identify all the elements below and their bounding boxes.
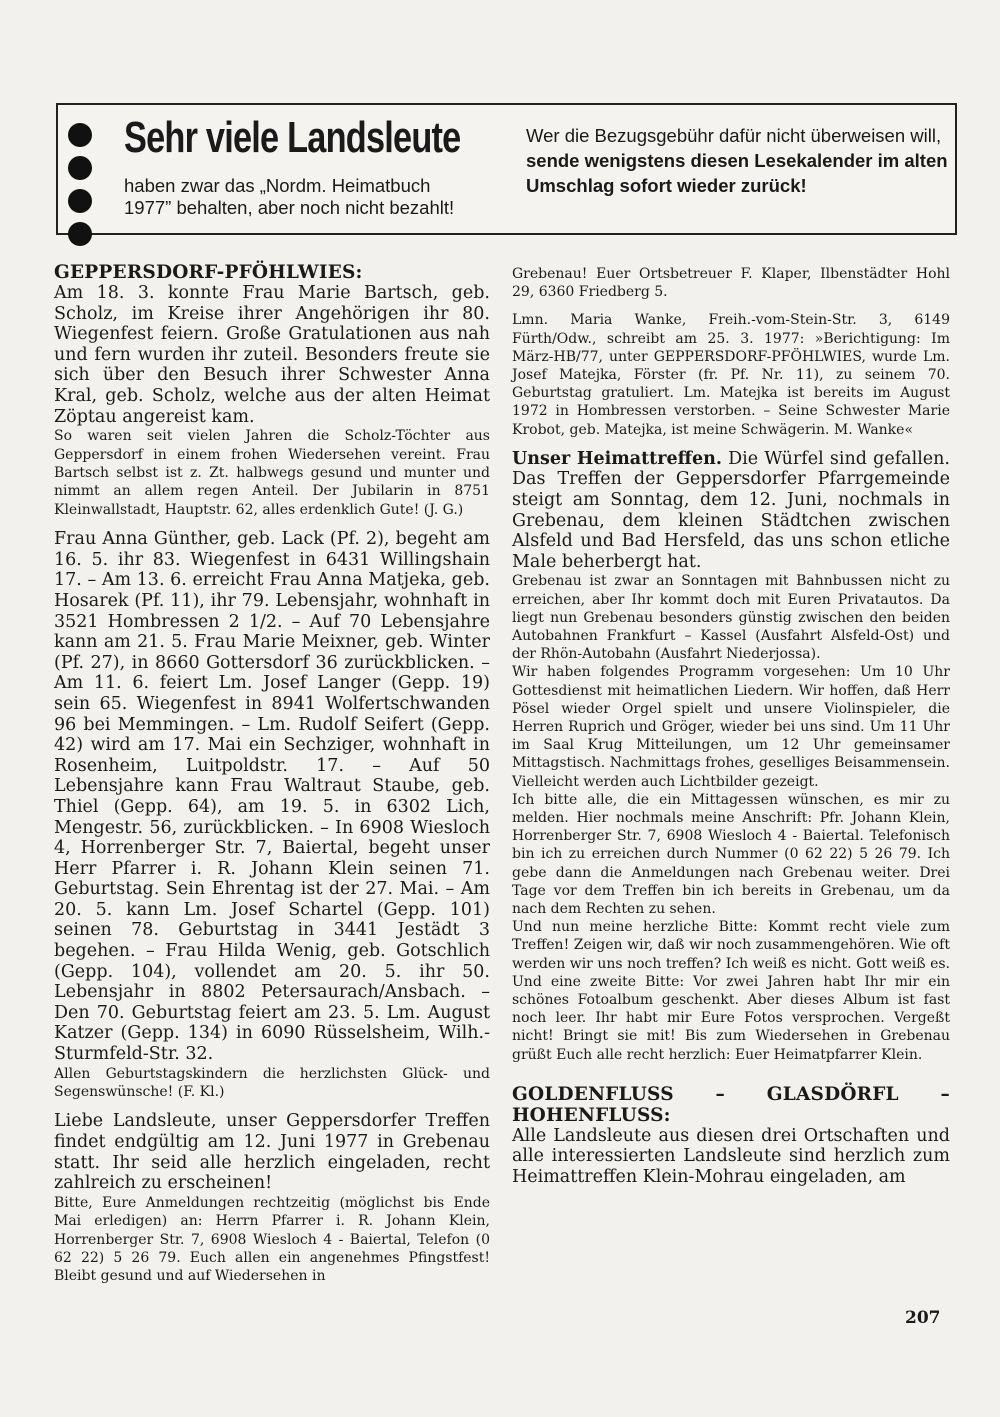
article-small-paragraph: Bitte, Eure Anmeldungen rechtzeitig (möglichst bis Ende Mai erledigen) an: Herrn Pfarrer i. R. Johann Klein, Horrenberger Str. 7, 6908 Wiesloch 4 - Baiertal, Telefon (0 62 22) 5 26 79. Euch allen ein angenehmes Pfingstfest! Bleibt gesund und auf Wiedersehen in <box>54 1194 490 1285</box>
article-small-paragraph: So waren seit vielen Jahren die Scholz-Töchter aus Geppersdorf in einem frohen Wiedersehen vereint. Frau Bartsch selbst ist z. Zt. halbwegs gesund und munter und nimmt an allem regen Anteil. Der Jubilarin in 8751 Kleinwallstadt, Hauptstr. 62, alles erdenklich Gute! (J. G.) <box>54 428 490 518</box>
notice-instruction <box>526 123 951 198</box>
left-column <box>54 262 490 1286</box>
article-small-paragraph: Grebenau ist zwar an Sonntagen mit Bahnbussen nicht zu erreichen, aber Ihr kommt doch mit Euren Privatautos. Da liegt nun Grebenau besonders günstig zwischen den beiden Autobahnen Frankfurt – Kassel (Ausfahrt Alsfeld-Ost) und der Rhön-Autobahn (Ausfahrt Niederjossa). <box>512 573 950 663</box>
paragraph-text: Die Würfel sind gefallen. Das Treffen der Geppersdorfer Pfarrgemeinde steigt am Sonntag, dem 12. Juni, nochmals in Grebenau, dem kleinen Städtchen zwischen Alsfeld und Bad Hersfeld, das uns schon etliche Male beherbergt hat. <box>512 448 950 572</box>
article-small-paragraph: Grebenau! Euer Ortsbetreuer F. Klaper, Ilbenstädter Hohl 29, 6360 Friedberg 5. <box>512 266 950 301</box>
section-heading: GEPPERSDORF-PFÖHLWIES: <box>54 262 363 283</box>
article-paragraph <box>512 449 950 573</box>
paragraph-lead-bold: Unser Heimattreffen. <box>512 448 722 469</box>
notice-sub-line: haben zwar das „Nordm. Heimatbuch <box>124 175 431 196</box>
article-paragraph: Liebe Landsleute, unser Geppersdorfer Treffen findet endgültig am 12. Juni 1977 in Grebenau statt. Ihr seid alle herzlich eingeladen, recht zahlreich zu erscheinen! <box>54 1111 490 1194</box>
section-heading: GOLDENFLUSS – GLASDÖRFL – HOHENFLUSS: <box>512 1083 950 1126</box>
right-column <box>512 265 950 1188</box>
article-paragraph: Frau Anna Günther, geb. Lack (Pf. 2), begeht am 16. 5. ihr 83. Wiegenfest in 6431 Willingshain 17. – Am 13. 6. erreicht Frau Anna Matjeka, geb. Hosarek (Pf. 11), ihr 79. Lebensjahr, wohnhaft in 3521 Hombressen 2 1/2. – Auf 70 Lebensjahre kann am 21. 5. Frau Marie Meixner, geb. Winter (Pf. 27), in 8660 Gottersdorf 36 zurückblicken. – Am 11. 6. feiert Lm. Josef Langer (Gepp. 19) sein 65. Wiegenfest in 8941 Wolfertschwanden 96 bei Memmingen. – Lm. Rudolf Seifert (Gepp. 42) wird am 17. Mai ein Sechziger, wohnhaft in Rosenheim, Luitpoldstr. 17. – Auf 50 Lebensjahre kann Frau Waltraut Staube, geb. Thiel (Gepp. 64), am 19. 5. in 6302 Lich, Mengestr. 56, zurückblicken. – In 6908 Wiesloch 4, Horrenberger Str. 7, Baiertal, begeht unser Herr Pfarrer i. R. Johann Klein seinen 71. Geburtstag. Sein Ehrentag ist der 27. Mai. – Am 20. 5. kann Lm. Josef Schartel (Gepp. 101) seinen 78. Geburtstag in 3441 Jestädt 3 begehen. – Frau Hilda Wenig, geb. Gotschlich (Gepp. 104), vollendet am 20. 5. ihr 50. Lebensjahr in 8802 Petersaurach/Ansbach. – Den 70. Geburtstag feiert am 23. 5. Lm. August Katzer (Gepp. 134) in 6090 Rüsselsheim, Wilh.-Sturmfeld-Str. 32. <box>54 529 490 1065</box>
article-small-paragraph: Und nun meine herzliche Bitte: Kommt recht viele zum Treffen! Zeigen wir, daß wir noch zusammengehören. Wie oft werden wir uns noch treffen? Ich weiß es nicht. Gott weiß es. Und eine zweite Bitte: Vor zwei Jahren habt Ihr mir ein schönes Fotoalbum geschenkt. Aber dieses Album ist fast noch leer. Ihr habt mir Eure Fotos versprochen. Vergeßt nicht! Bringt sie mit! Bis zum Wiedersehen in Grebenau grüßt Euch alle recht herzlich: Euer Heimatpfarrer Klein. <box>512 919 950 1063</box>
article-small-paragraph: Ich bitte alle, die ein Mittagessen wünschen, es mir zu melden. Hier nochmals meine Anschrift: Pfr. Johann Klein, Horrenberger Str. 7, 6908 Wiesloch 4 - Baiertal. Telefonisch bin ich zu erreichen durch Nummer (0 62 22) 5 26 79. Ich gebe dann die Anmeldungen nach Grebenau weiter. Drei Tage vor dem Treffen bin ich bereits in Grebenau, um da nach dem Rechten zu sehen. <box>512 791 950 918</box>
bullet-dot-icon <box>68 123 92 147</box>
article-paragraph: Alle Landsleute aus diesen drei Ortschaften und alle interessierten Landsleute sind herzlich zum Heimattreffen Klein-Mohrau eingeladen, am <box>512 1125 950 1188</box>
bullet-dots <box>68 123 94 255</box>
notice-sub-line: 1977” behalten, aber noch nicht bezahlt! <box>124 197 455 218</box>
article-small-paragraph: Lmn. Maria Wanke, Freih.-vom-Stein-Str. 3, 6149 Fürth/Odw., schreibt am 25. 3. 1977: »Berichtigung: Im März-HB/77, unter GEPPERSDORF-PFÖHLWIES, wurde Lm. Josef Matejka, Förster (fr. Pf. Nr. 11), zu seinem 70. Geburtstag gratuliert. Lm. Matejka ist bereits im August 1972 in Hombressen verstorben. – Seine Schwester Marie Krobot, geb. Matejka, ist meine Schwägerin. M. Wanke« <box>512 312 950 438</box>
notice-subtext <box>124 175 524 219</box>
page-number: 207 <box>905 1308 941 1328</box>
article-small-paragraph: Allen Geburtstagskindern die herzlichsten Glück- und Segenswünsche! (F. Kl.) <box>54 1065 490 1101</box>
bullet-dot-icon <box>68 189 92 213</box>
article-paragraph: Am 18. 3. konnte Frau Marie Bartsch, geb. Scholz, im Kreise ihrer Angehörigen ihr 80. Wiegenfest feiern. Große Gratulationen aus nah und fern wurden ihr zuteil. Besonders freute sie sich über den Besuch ihrer Schwester Anna Kral, geb. Scholz, welche aus der alten Heimat Zöptau angereist kam. <box>54 283 490 427</box>
bullet-dot-icon <box>68 222 92 246</box>
article-small-paragraph: Wir haben folgendes Programm vorgesehen: Um 10 Uhr Gottesdienst mit heimatlichen Liedern. Wir hoffen, daß Herr Pösel wieder Orgel spielt und unsere Violinspieler, die Herren Ruprich und Gröger, wieder bei uns sind. Um 11 Uhr im Saal Krug Mitteilungen, um 12 Uhr gemeinsamer Mittagstisch. Nachmittags frohes, geselliges Beisammensein. Vielleicht werden auch Lichtbilder gezeigt. <box>512 664 950 790</box>
notice-instruction-bold: sende wenigstens diesen Lesekalender im alten Umschlag sofort wieder zurück! <box>526 150 948 196</box>
notice-instruction-plain: Wer die Bezugsgebühr dafür nicht überweisen will, <box>526 125 942 146</box>
notice-headline: Sehr viele Landsleute <box>124 113 461 162</box>
unpaid-notice-box <box>56 103 957 235</box>
bullet-dot-icon <box>68 156 92 180</box>
